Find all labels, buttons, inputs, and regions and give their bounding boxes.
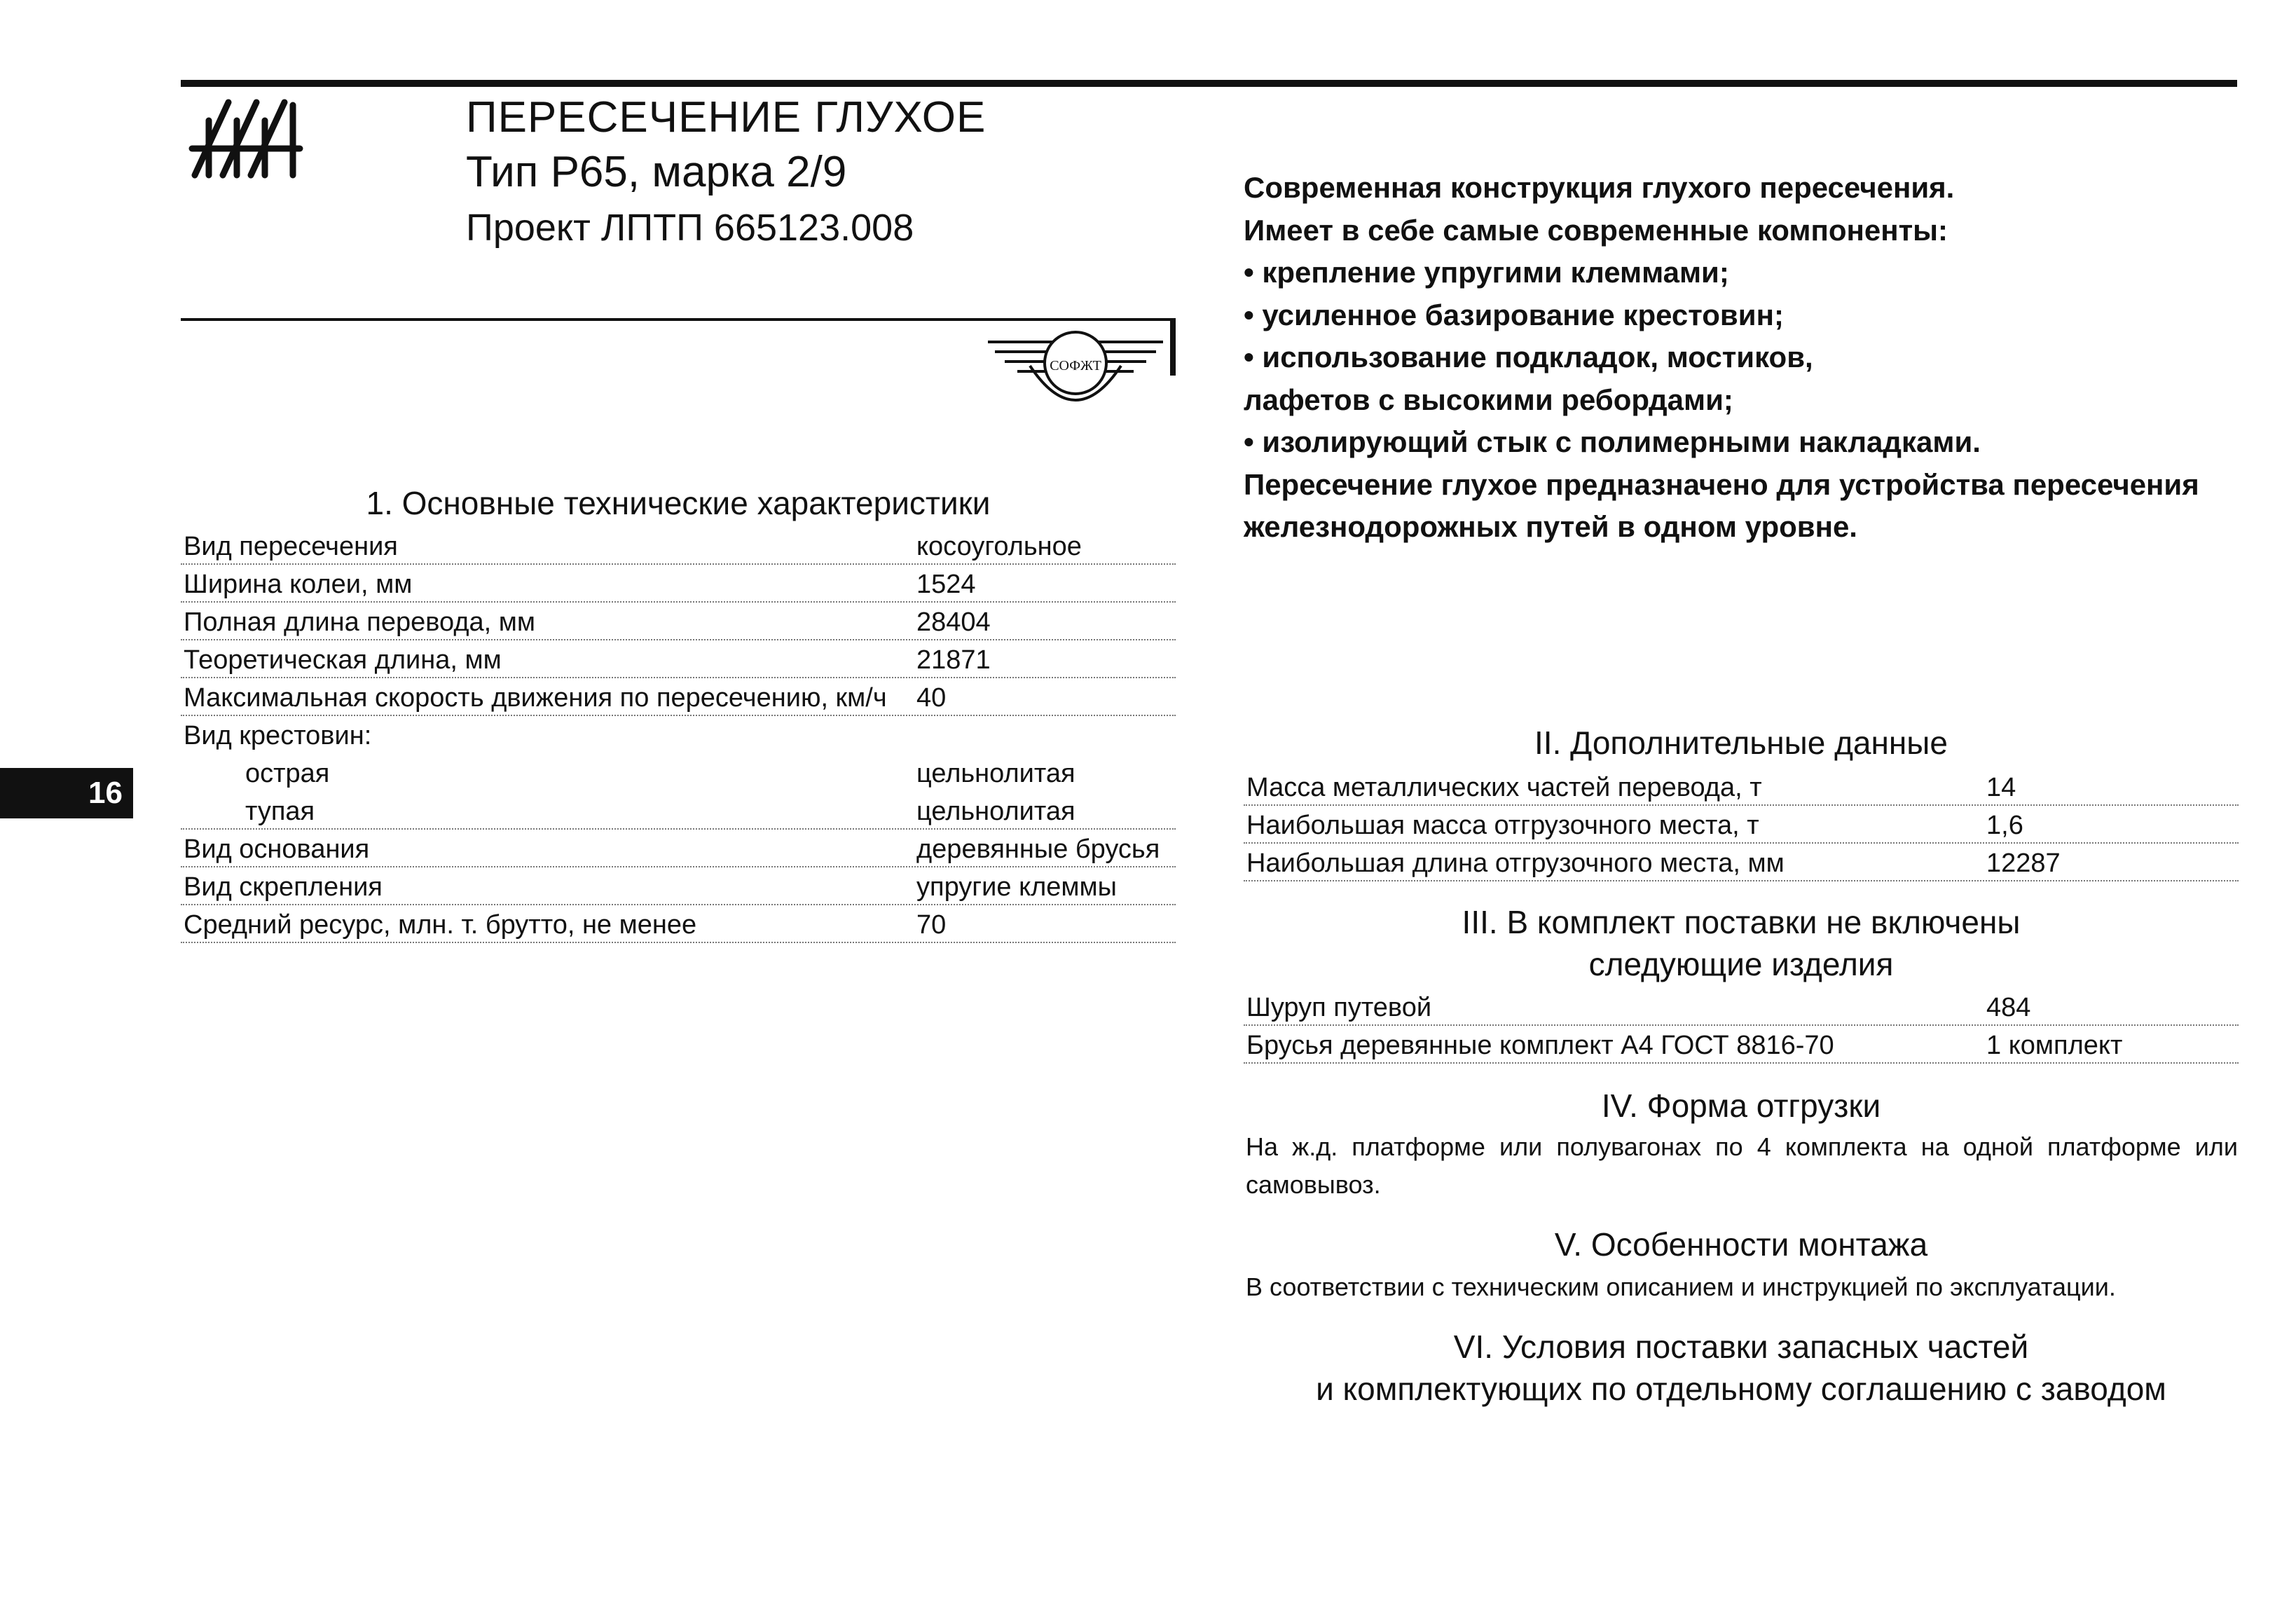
intro-line: железнодорожных путей в одном уровне.: [1244, 510, 1857, 543]
row-value: 40: [916, 683, 947, 713]
row-value: косоугольное: [916, 532, 1082, 561]
row-label: Максимальная скорость движения по пересечению, км/ч: [184, 683, 887, 713]
section-3-heading: III. В комплект поставки не включены: [1462, 904, 2021, 940]
intro-description: [1244, 167, 2239, 549]
section-3-heading-line2: следующие изделия: [1588, 946, 1894, 982]
crossing-logo-icon: [188, 92, 314, 184]
not-included-table: [1244, 987, 2239, 1071]
intro-line: лафетов с высокими ребордами;: [1244, 383, 1733, 416]
row-label: Шуруп путевой: [1246, 993, 1432, 1022]
row-label: Средний ресурс, млн. т. брутто, не менее: [184, 910, 697, 940]
row-label: Наибольшая длина отгрузочного места, мм: [1246, 849, 1785, 878]
section-1-heading: 1. Основные технические характеристики: [366, 485, 991, 521]
table-row: [1244, 1024, 2239, 1064]
table-row: [181, 828, 1176, 867]
table-row: [181, 753, 1176, 790]
intro-bullet: • использование подкладок, мостиков,: [1244, 341, 1813, 373]
row-value: 28404: [916, 608, 991, 637]
section-6-heading: VI. Условия поставки запасных частей: [1453, 1329, 2029, 1365]
header-rule: [181, 318, 1176, 321]
table-row: [181, 715, 1176, 753]
row-value: 1524: [916, 570, 976, 599]
table-row: [181, 677, 1176, 716]
section-4-heading: IV. Форма отгрузки: [1601, 1087, 1881, 1124]
row-label: тупая: [245, 797, 315, 826]
row-label: Вид крестовин:: [184, 721, 372, 750]
table-row: [181, 601, 1176, 640]
row-label: Теоретическая длина, мм: [184, 645, 502, 675]
row-label: Вид скрепления: [184, 872, 383, 902]
intro-bullet: • изолирующий стык с полимерными накладками.: [1244, 425, 1981, 458]
intro-bullet: • усиленное базирование крестовин;: [1244, 298, 1784, 331]
table-row: [181, 526, 1176, 565]
table-row: [1244, 842, 2239, 881]
additional-data-table: [1244, 767, 2239, 886]
row-label: Наибольшая масса отгрузочного места, т: [1246, 811, 1759, 840]
row-value: 14: [1986, 773, 2016, 802]
table-row: [1244, 804, 2239, 844]
header-rule-tick: [1170, 320, 1176, 376]
table-row: [181, 639, 1176, 678]
main-specs-table: [181, 526, 1176, 946]
shipping-form-text: На ж.д. платформе или полувагонах по 4 комплекта на одной платформе или самовывоз.: [1246, 1132, 2238, 1199]
row-label: Полная длина перевода, мм: [184, 608, 535, 637]
project-number: Проект ЛПТП 665123.008: [466, 207, 914, 249]
row-value: упругие клеммы: [916, 872, 1117, 902]
intro-line: Современная конструкция глухого пересечения.: [1244, 171, 1955, 204]
row-value: деревянные брусья: [916, 835, 1160, 864]
row-label: Вид пересечения: [184, 532, 398, 561]
row-label: Вид основания: [184, 835, 370, 864]
row-value: 21871: [916, 645, 991, 675]
intro-line: Пересечение глухое предназначено для устройства пересечения: [1244, 467, 2199, 501]
row-value: 12287: [1986, 849, 2061, 878]
top-rule: [181, 80, 2237, 87]
page-number: 16: [88, 776, 123, 810]
table-row: [1244, 767, 2239, 806]
section-6-heading-line2: и комплектующих по отдельному соглашению с заводом: [1316, 1371, 2166, 1407]
page-subtitle: Тип Р65, марка 2/9: [466, 148, 847, 196]
row-value: цельнолитая: [916, 759, 1075, 788]
installation-text: В соответствии с техническим описанием и инструкцией по эксплуатации.: [1246, 1272, 2116, 1301]
row-label: Масса металлических частей перевода, т: [1246, 773, 1762, 802]
sofzht-emblem-icon: [981, 322, 1170, 420]
table-row: [1244, 987, 2239, 1026]
row-value: 70: [916, 910, 947, 940]
row-label: острая: [245, 759, 330, 788]
intro-bullet: • крепление упругими клеммами;: [1244, 256, 1729, 289]
row-value: 1,6: [1986, 811, 2023, 840]
row-label: Брусья деревянные комплект А4 ГОСТ 8816-70: [1246, 1031, 1834, 1060]
table-row: [181, 563, 1176, 603]
section-5-heading: V. Особенности монтажа: [1554, 1226, 1928, 1263]
row-value: цельнолитая: [916, 797, 1075, 826]
row-value: 1 комплект: [1986, 1031, 2123, 1060]
intro-line: Имеет в себе самые современные компоненты:: [1244, 213, 1948, 247]
row-label: Ширина колеи, мм: [184, 570, 413, 599]
page-title: ПЕРЕСЕЧЕНИЕ ГЛУХОЕ: [466, 93, 987, 142]
table-row: [181, 790, 1176, 830]
emblem-text: СОФЖТ: [1050, 358, 1101, 373]
section-2-heading: II. Дополнительные данные: [1534, 725, 1948, 761]
row-value: 484: [1986, 993, 2031, 1022]
table-row: [181, 866, 1176, 905]
table-row: [181, 904, 1176, 943]
